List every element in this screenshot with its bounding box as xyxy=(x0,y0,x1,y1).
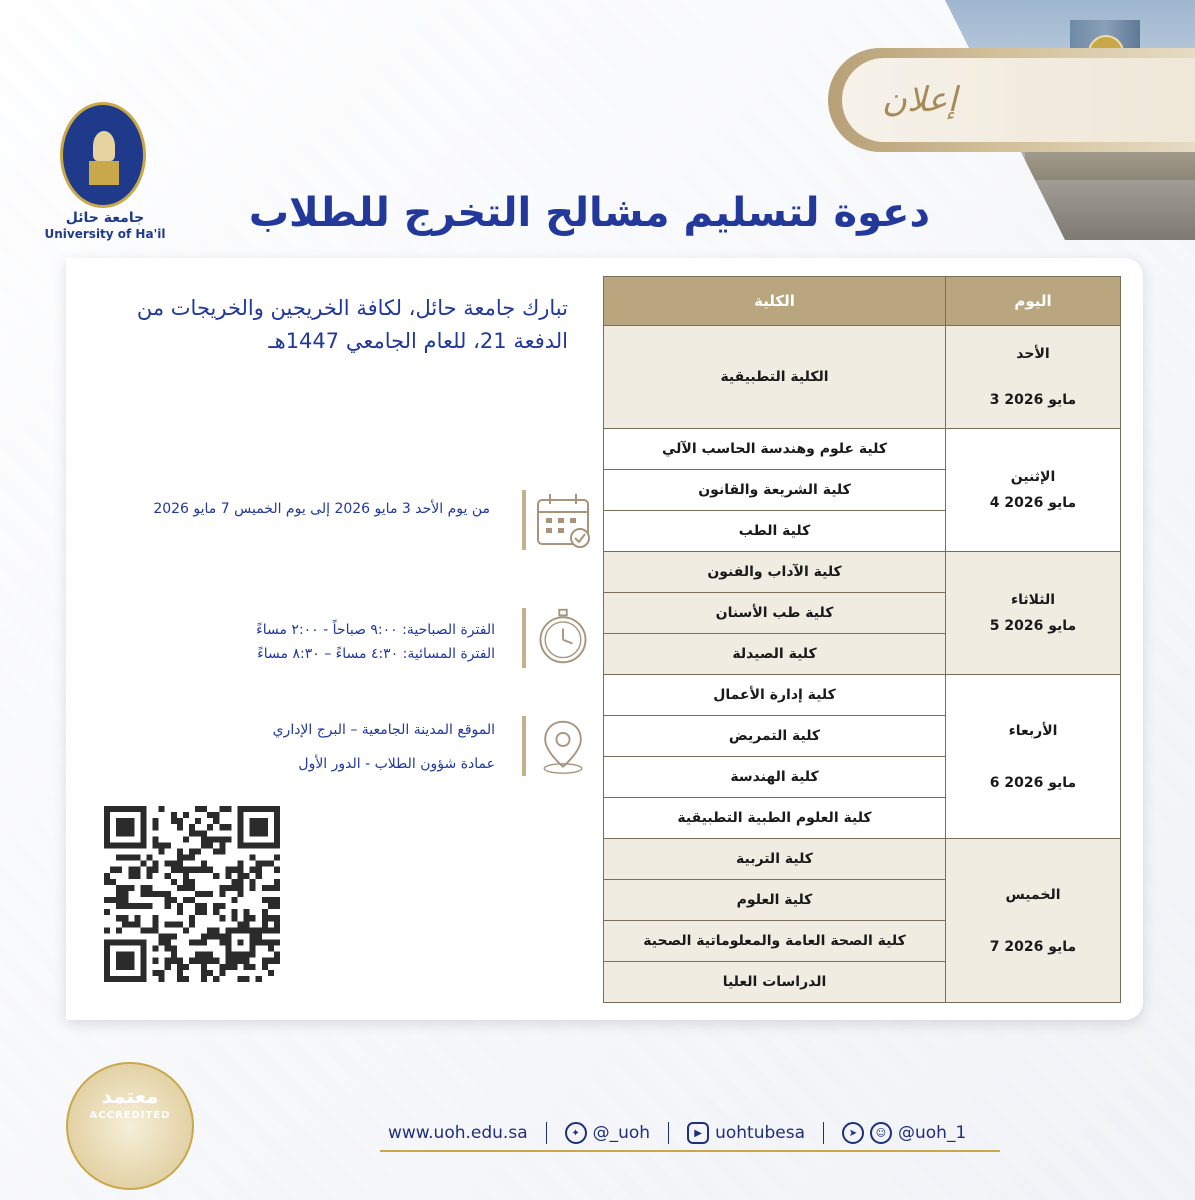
day-date: مايو 2026 4 xyxy=(989,495,1077,511)
table-header-row xyxy=(604,277,1121,326)
telegram-icon: ➤ xyxy=(842,1122,864,1144)
table-row xyxy=(604,839,1121,880)
day-date: مايو 2026 3 xyxy=(989,392,1077,408)
badge-english: ACCREDITED xyxy=(89,1110,171,1121)
college-cell: كلية الشريعة والقانون xyxy=(604,470,946,511)
snapchat-icon: ☺ xyxy=(870,1122,892,1144)
footer-separator xyxy=(668,1122,669,1144)
footer-separator xyxy=(546,1122,547,1144)
telegram-snapchat-handle: @uoh_1 xyxy=(898,1123,967,1143)
college-cell: كلية الآداب والفنون xyxy=(604,552,946,593)
college-cell: كلية الصحة العامة والمعلوماتية الصحية xyxy=(604,921,946,962)
day-column-header: اليوم xyxy=(946,277,1121,326)
table-row xyxy=(604,429,1121,470)
location-text xyxy=(100,713,495,781)
youtube-handle: uohtubesa xyxy=(715,1123,805,1143)
day-cell xyxy=(946,429,1121,552)
day-name: الخميس xyxy=(1005,886,1061,903)
footer-underline xyxy=(380,1150,1000,1152)
logo-english-name: University of Ha'il xyxy=(44,227,166,241)
day-date: مايو 2026 7 xyxy=(989,938,1077,955)
badge-arabic: معتمد xyxy=(101,1084,159,1108)
footer-separator xyxy=(823,1122,824,1144)
day-cell xyxy=(946,675,1121,839)
college-cell: كلية الهندسة xyxy=(604,757,946,798)
college-cell: كلية العلوم الطبية التطبيقية xyxy=(604,798,946,839)
time-periods xyxy=(100,618,495,666)
college-cell: الدراسات العليا xyxy=(604,962,946,1003)
day-cell xyxy=(946,326,1121,429)
day-date: مايو 2026 6 xyxy=(989,774,1077,791)
twitter-handle: @_uoh xyxy=(592,1123,651,1143)
intro-line-2: الدفعة 21، للعام الجامعي 1447هـ xyxy=(268,329,568,353)
page-title: دعوة لتسليم مشالح التخرج للطلاب xyxy=(248,190,930,236)
day-name: الأربعاء xyxy=(1008,722,1058,739)
twitter-link[interactable] xyxy=(565,1122,650,1144)
table-row xyxy=(604,552,1121,593)
day-name: الإثنين xyxy=(1010,469,1056,485)
college-cell: كلية الطب xyxy=(604,511,946,552)
intro-line-1: تبارك جامعة حائل، لكافة الخريجين والخريجات من xyxy=(136,296,568,320)
college-cell: كلية التربية xyxy=(604,839,946,880)
stopwatch-icon xyxy=(530,606,596,666)
day-cell xyxy=(946,839,1121,1003)
table-row xyxy=(604,326,1121,429)
college-column-header: الكلية xyxy=(604,277,946,326)
day-name: الثلاثاء xyxy=(1010,592,1056,608)
announcement-label: إعلان xyxy=(882,80,957,120)
college-cell: كلية العلوم xyxy=(604,880,946,921)
location-pin-icon xyxy=(530,716,596,776)
location-line-1: الموقع المدينة الجامعية – البرج الإداري xyxy=(272,722,495,738)
evening-period-text: الفترة المسائية: ٤:٣٠ مساءً – ٨:٣٠ مساءً xyxy=(257,646,495,662)
info-divider xyxy=(522,716,526,776)
location-line-2: عمادة شؤون الطلاب - الدور الأول xyxy=(298,756,495,772)
college-cell: الكلية التطبيقية xyxy=(604,326,946,429)
table-row xyxy=(604,675,1121,716)
youtube-icon: ▶ xyxy=(687,1122,709,1144)
college-cell: كلية الصيدلة xyxy=(604,634,946,675)
morning-period-text: الفترة الصباحية: ٩:٠٠ صباحاً - ٢:٠٠ مساءً xyxy=(256,622,495,638)
schedule-table xyxy=(603,276,1121,1003)
college-cell: كلية إدارة الأعمال xyxy=(604,675,946,716)
telegram-snapchat-link[interactable] xyxy=(842,1122,966,1144)
college-cell: كلية علوم وهندسة الحاسب الآلي xyxy=(604,429,946,470)
college-cell: كلية التمريض xyxy=(604,716,946,757)
accreditation-badge xyxy=(66,1062,194,1190)
date-range-text: من يوم الأحد 3 مايو 2026 إلى يوم الخميس 7 مايو 2026 xyxy=(153,501,490,517)
logo-arabic-name: جامعة حائل xyxy=(65,210,145,226)
college-cell: كلية طب الأسنان xyxy=(604,593,946,634)
intro-text xyxy=(80,292,568,358)
qr-code[interactable] xyxy=(104,806,280,982)
website-link[interactable]: www.uoh.edu.sa xyxy=(388,1123,528,1143)
day-name: الأحد xyxy=(1016,346,1050,362)
twitter-icon: ✦ xyxy=(565,1122,587,1144)
footer-links xyxy=(388,1118,966,1148)
tower-icon xyxy=(89,161,119,185)
info-divider xyxy=(522,490,526,550)
day-date: مايو 2026 5 xyxy=(989,618,1077,634)
university-logo xyxy=(60,102,146,208)
info-divider xyxy=(522,608,526,668)
youtube-link[interactable] xyxy=(687,1122,805,1144)
calendar-icon xyxy=(530,490,596,550)
announcement-pill-inner xyxy=(842,58,1195,142)
day-cell xyxy=(946,552,1121,675)
flame-icon xyxy=(93,131,115,161)
